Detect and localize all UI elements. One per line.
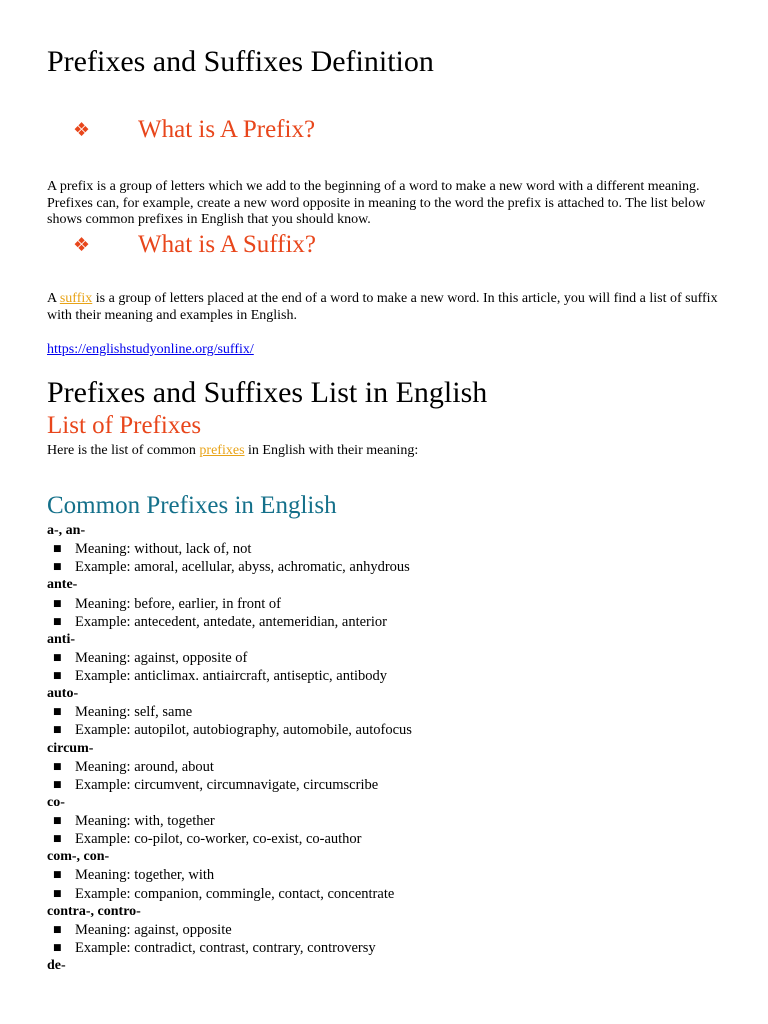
prefix-entry (47, 848, 723, 902)
square-bullet-icon: ■ (53, 707, 62, 718)
example-text: Example: contradict, contrast, contrary, controversy (75, 939, 376, 956)
example-item (47, 558, 723, 576)
meaning-text: Meaning: around, about (75, 758, 214, 775)
prefix-term: anti- (47, 631, 75, 647)
prefix-term: co- (47, 794, 65, 810)
square-bullet-icon: ■ (53, 942, 62, 953)
prefix-entry (47, 576, 723, 630)
square-bullet-icon: ■ (53, 761, 62, 772)
example-text: Example: circumvent, circumnavigate, circumscribe (75, 776, 379, 793)
prefix-entry (47, 522, 723, 576)
definition-title: Prefixes and Suffixes Definition (47, 45, 434, 78)
suffix-question-heading (47, 229, 316, 261)
meaning-item (47, 812, 723, 830)
suffix-definition-paragraph (47, 291, 723, 324)
square-bullet-icon: ■ (53, 924, 62, 935)
prefix-term: com-, con- (47, 849, 110, 865)
meaning-item (47, 866, 723, 884)
square-bullet-icon: ■ (53, 816, 62, 827)
meaning-text: Meaning: against, opposite (75, 921, 232, 938)
suffix-link[interactable]: suffix (59, 291, 93, 306)
meaning-item (47, 649, 723, 667)
square-bullet-icon: ■ (53, 652, 62, 663)
prefix-list (47, 522, 723, 975)
meaning-item (47, 540, 723, 558)
intro-rest: in English with their meaning: (244, 443, 419, 458)
example-item (47, 885, 723, 903)
prefix-term: de- (47, 958, 66, 973)
example-text: Example: anticlimax. antiaircraft, antiseptic, antibody (75, 668, 388, 685)
list-of-prefixes-heading: List of Prefixes (47, 412, 202, 439)
meaning-item (47, 703, 723, 721)
prefix-term: ante- (47, 577, 78, 593)
list-title: Prefixes and Suffixes List in English (47, 376, 488, 409)
prefix-entry (47, 794, 723, 848)
suffix-url-line (47, 342, 723, 359)
meaning-item (47, 595, 723, 613)
suffix-para-start: A (47, 291, 60, 306)
square-bullet-icon: ■ (53, 616, 62, 627)
example-text: Example: companion, commingle, contact, concentrate (75, 885, 395, 902)
meaning-item (47, 758, 723, 776)
prefix-entry (47, 957, 723, 975)
square-bullet-icon: ■ (53, 870, 62, 881)
example-item (47, 721, 723, 739)
meaning-text: Meaning: self, same (75, 704, 193, 721)
prefix-entry (47, 631, 723, 685)
meaning-text: Meaning: with, together (75, 813, 215, 830)
meaning-text: Meaning: against, opposite of (75, 649, 248, 666)
common-prefixes-heading: Common Prefixes in English (47, 492, 337, 519)
square-bullet-icon: ■ (53, 888, 62, 899)
diamond-bullet-icon: ❖ (73, 234, 91, 256)
square-bullet-icon: ■ (53, 725, 62, 736)
example-item (47, 667, 723, 685)
square-bullet-icon: ■ (53, 671, 62, 682)
prefix-question-heading (47, 114, 315, 146)
square-bullet-icon: ■ (53, 834, 62, 845)
prefix-list-intro (47, 443, 723, 460)
prefix-term: a-, an- (47, 523, 86, 538)
suffix-url-link[interactable]: https://englishstudyonline.org/suffix/ (47, 342, 254, 357)
suffix-question-label: What is A Suffix? (138, 231, 317, 258)
example-text: Example: autopilot, autobiography, automobile, autofocus (75, 722, 412, 739)
prefix-definition-paragraph: A prefix is a group of letters which we add to the beginning of a word to make a new word with a different meaning. Prefixes can, for example, create a new word opposite in meaning to the word the prefix is attached to. The list below shows common prefixes in English that you should know. (47, 179, 706, 228)
prefix-entry (47, 903, 723, 957)
prefix-term: circum- (47, 740, 94, 756)
example-item (47, 830, 723, 848)
prefix-entry (47, 685, 723, 739)
example-text: Example: co-pilot, co-worker, co-exist, co-author (75, 831, 362, 848)
meaning-item (47, 921, 723, 939)
diamond-bullet-icon: ❖ (73, 119, 91, 141)
square-bullet-icon: ■ (53, 562, 62, 573)
example-item (47, 939, 723, 957)
square-bullet-icon: ■ (53, 779, 62, 790)
meaning-text: Meaning: before, earlier, in front of (75, 595, 281, 612)
example-item (47, 776, 723, 794)
prefix-term: auto- (47, 686, 79, 702)
square-bullet-icon: ■ (53, 544, 62, 555)
prefix-entry (47, 740, 723, 794)
example-text: Example: antecedent, antedate, antemeridian, anterior (75, 613, 387, 630)
meaning-text: Meaning: together, with (75, 867, 215, 884)
suffix-para-rest: is a group of letters placed at the end of a word to make a new word. In this article, you will find a list of suffix with their meaning and examples in English. (47, 291, 718, 323)
prefixes-link[interactable]: prefixes (199, 443, 245, 458)
prefix-term: contra-, contro- (47, 903, 141, 919)
meaning-text: Meaning: without, lack of, not (75, 541, 252, 558)
intro-start: Here is the list of common (47, 443, 200, 458)
example-text: Example: amoral, acellular, abyss, achromatic, anhydrous (75, 559, 410, 576)
square-bullet-icon: ■ (53, 598, 62, 609)
example-item (47, 613, 723, 631)
prefix-question-label: What is A Prefix? (138, 116, 316, 143)
